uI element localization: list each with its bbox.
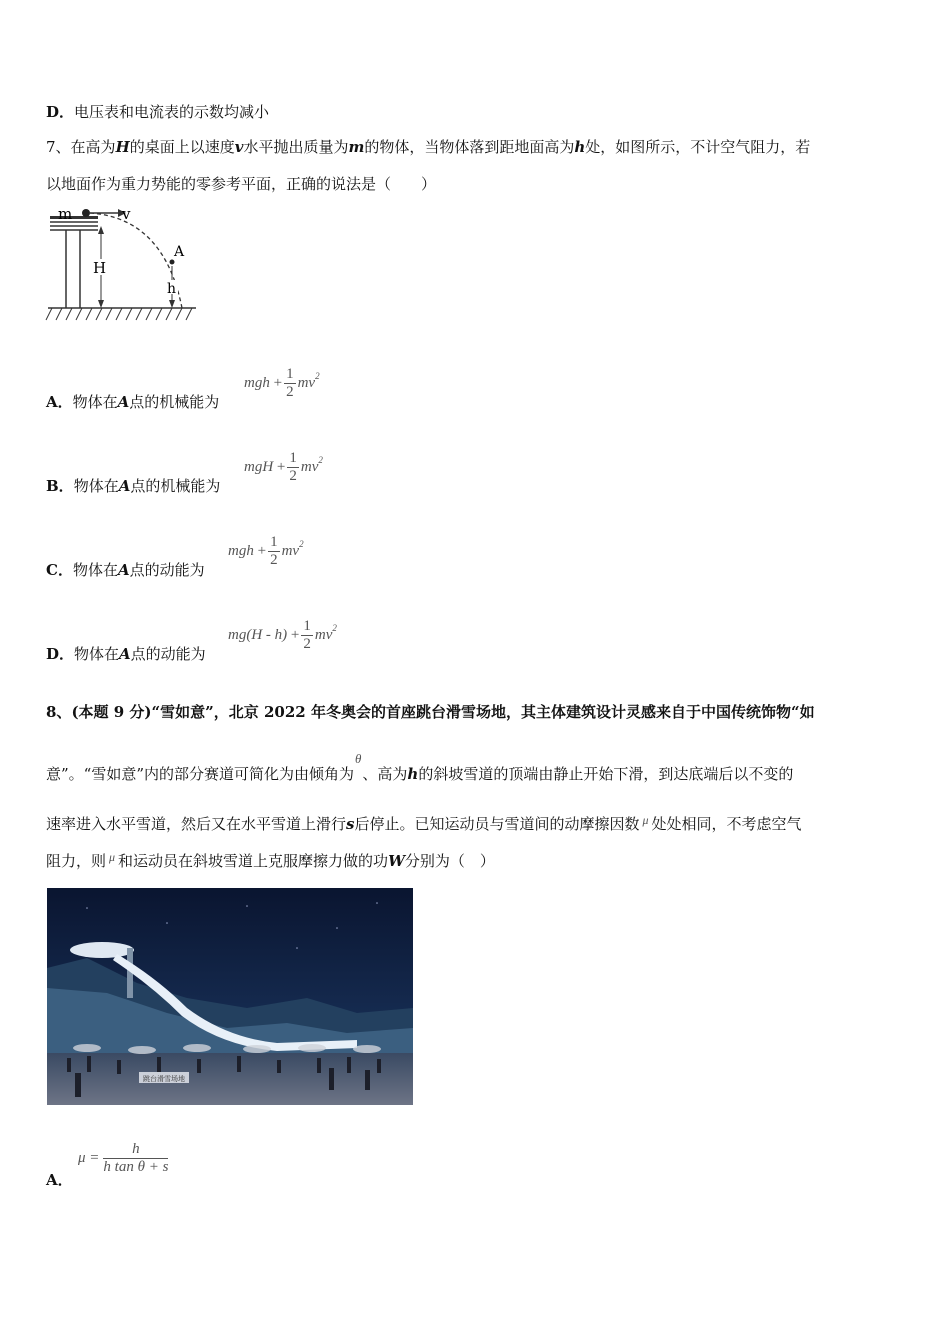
denominator: h tan θ + s — [103, 1159, 169, 1175]
q7-option-a[interactable] — [46, 391, 219, 412]
q7-option-d-formula — [228, 618, 337, 653]
numerator: 1 — [289, 450, 297, 466]
q8-stem-line2 — [46, 751, 794, 785]
label-h: h — [167, 281, 177, 297]
text: 处，如图所示，不计空气阻力，若 — [585, 138, 811, 156]
numerator: 1 — [270, 534, 278, 550]
photo-caption: 跳台滑雪场地 — [143, 1075, 185, 1083]
option-text: 点的动能为 — [129, 561, 205, 579]
option-text: 物体在 — [73, 477, 119, 495]
option-label: B． — [46, 477, 74, 495]
var-mu: μ — [109, 850, 116, 864]
var-h: h — [407, 765, 419, 783]
formula-term: mv — [281, 542, 300, 559]
q8-stem-line4 — [46, 851, 495, 872]
option-text: 点的动能为 — [130, 645, 206, 663]
option-text: 物体在 — [72, 393, 118, 411]
label-v: v — [122, 205, 131, 223]
formula-op: + — [257, 542, 267, 559]
option-text: 物体在 — [74, 645, 120, 663]
text: 速率进入水平雪道，然后又在水平雪道上滑行 — [46, 815, 347, 833]
q6-option-d — [46, 102, 269, 122]
label-m: m — [58, 205, 73, 223]
fraction — [268, 534, 280, 569]
fraction — [284, 366, 296, 401]
exponent: 2 — [318, 454, 323, 465]
fraction — [287, 450, 299, 485]
q8-option-a-formula — [78, 1141, 170, 1176]
text: 和运动员在斜坡雪道上克服摩擦力做的功 — [118, 852, 389, 870]
text: (本题 9 分)“雪如意”，北京 2022 年冬奥会的首座跳台滑雪场地，其主体建筑设计灵感来自于中国传统饰物“如 — [71, 703, 815, 721]
q7-option-b[interactable] — [46, 475, 220, 496]
formula-term: mv — [314, 626, 333, 643]
q7-option-b-formula — [244, 450, 323, 485]
q7-stem-line2: 以地面作为重力势能的零参考平面，正确的说法是（ ） — [46, 175, 437, 193]
numerator: h — [103, 1141, 168, 1159]
formula-lhs: μ = — [78, 1149, 100, 1166]
label-H: H — [93, 259, 107, 277]
option-label: C． — [46, 561, 73, 579]
question-number: 8、 — [46, 703, 72, 721]
q8-option-a[interactable] — [46, 1169, 73, 1190]
var-v: v — [234, 138, 244, 156]
option-text: 电压表和电流表的示数均减小 — [74, 103, 270, 121]
formula-term: mgh — [244, 374, 270, 391]
var-H: H — [115, 138, 130, 156]
q8-stem-line3 — [46, 814, 802, 835]
formula-term: mg(H - h) — [228, 626, 288, 643]
text: 的物体，当物体落到距地面高为 — [364, 138, 575, 156]
projectile-figure — [44, 204, 204, 326]
var-mu: μ — [642, 813, 649, 827]
text: 的斜坡雪道的顶端由静止开始下滑，到达底端后以不变的 — [418, 765, 794, 783]
exponent: 2 — [299, 538, 304, 549]
formula-op: + — [273, 374, 283, 391]
ski-jump-photo — [47, 888, 413, 1105]
var-A: A — [117, 393, 130, 411]
text: 、高为 — [362, 765, 408, 783]
text: 在高为 — [70, 138, 116, 156]
var-W: W — [388, 852, 405, 870]
exponent: 2 — [315, 370, 320, 381]
option-label: D． — [46, 645, 75, 663]
var-m: m — [348, 138, 365, 156]
question-number: 7、 — [46, 138, 71, 156]
q7-option-a-formula — [244, 366, 320, 401]
var-A: A — [119, 645, 131, 663]
option-label: A． — [46, 1171, 73, 1189]
formula-term: mgh — [228, 542, 254, 559]
q7-option-c[interactable] — [46, 559, 205, 580]
text: 阻力，则 — [46, 852, 107, 870]
denominator: 2 — [289, 468, 297, 484]
formula-op: + — [290, 626, 300, 643]
denominator: 2 — [286, 384, 294, 400]
denominator: 2 — [303, 636, 311, 652]
formula-term: mgH — [244, 458, 274, 475]
var-A: A — [118, 477, 131, 495]
fraction — [103, 1141, 168, 1176]
text: 后停止。已知运动员与雪道间的动摩擦因数 — [354, 815, 640, 833]
option-label: D． — [46, 103, 75, 121]
fraction — [301, 618, 313, 653]
formula-op: + — [276, 458, 286, 475]
text: 的桌面上以速度 — [129, 138, 235, 156]
q7-stem-line1 — [46, 137, 810, 157]
option-text: 物体在 — [72, 561, 118, 579]
exponent: 2 — [332, 622, 337, 633]
var-A: A — [117, 561, 130, 579]
q8-stem-line1 — [46, 702, 815, 722]
var-h: h — [574, 138, 586, 156]
var-theta: θ — [355, 751, 362, 766]
label-A: A — [174, 244, 185, 260]
option-label: A． — [46, 393, 73, 411]
q7-option-c-formula — [228, 534, 304, 569]
q7-option-d[interactable] — [46, 643, 206, 664]
denominator: 2 — [270, 552, 278, 568]
text: 分别为（ ） — [404, 852, 495, 870]
text: 意”。“雪如意”内的部分赛道可简化为由倾角为 — [46, 765, 355, 783]
numerator: 1 — [303, 618, 311, 634]
formula-term: mv — [297, 374, 316, 391]
option-text: 点的机械能为 — [129, 393, 220, 411]
formula-term: mv — [300, 458, 319, 475]
text: 处处相同，不考虑空气 — [651, 815, 802, 833]
var-s: s — [346, 815, 355, 833]
numerator: 1 — [286, 366, 294, 382]
text: 水平抛出质量为 — [243, 138, 349, 156]
option-text: 点的机械能为 — [130, 477, 221, 495]
